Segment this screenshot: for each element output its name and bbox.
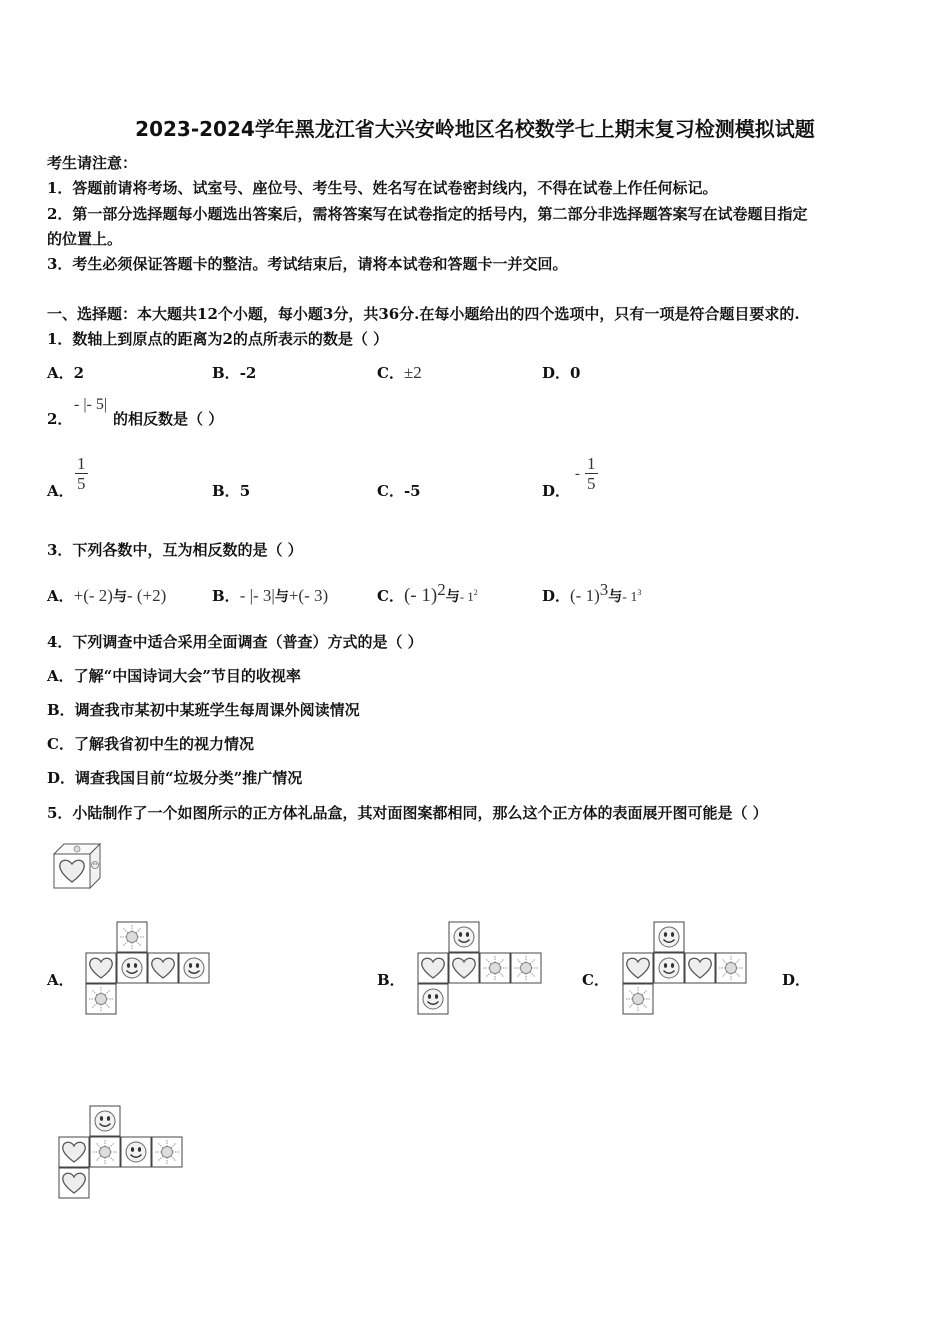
sun-icon [511, 953, 541, 983]
q2-expression: - |- 5| [74, 396, 108, 413]
sun-icon [623, 984, 653, 1014]
q4-option-d[interactable]: D．调查我国目前“垃圾分类”推广情况 [47, 769, 303, 787]
q3-option-d[interactable]: D．(- 1)$^3$与- $1^3$ [542, 580, 642, 605]
section-heading: 一、选择题：本大题共12个小题，每小题3分，共36分.在每小题给出的四个选项中，只有一项是符合题目要求的. [47, 305, 800, 323]
smile-icon [121, 1137, 151, 1167]
q5-option-a-label[interactable]: A． [47, 971, 74, 989]
q1-option-c[interactable]: C．±2 [377, 363, 422, 382]
gift-cube-illustration [50, 840, 106, 890]
notice-item-1: 1．答题前请将考场、试室号、座位号、考生号、姓名写在试卷密封线内，不得在试卷上作任何标记。 [47, 179, 718, 197]
smile-icon [117, 953, 147, 983]
q3-option-b[interactable]: B．- |- 3|与+(- 3) [212, 586, 329, 605]
sun-icon [90, 1137, 120, 1167]
q5-stem: 5．小陆制作了一个如图所示的正方体礼品盒，其对面图案都相同，那么这个正方体的表面展开图可能是（ ） [47, 804, 768, 822]
smile-icon [418, 984, 448, 1014]
heart-icon [59, 1137, 89, 1167]
q1-option-b[interactable]: B．-2 [212, 364, 257, 382]
q5-net-d[interactable] [58, 1105, 188, 1201]
q5-option-d-label[interactable]: D． [782, 971, 811, 989]
smile-icon [449, 922, 479, 952]
sun-icon [117, 922, 147, 952]
q2-option-a-label[interactable]: A． [47, 482, 74, 500]
q1-stem: 1．数轴上到原点的距离为2的点所表示的数是（ ） [47, 330, 389, 348]
q4-stem: 4．下列调查中适合采用全面调查（普查）方式的是（ ） [47, 633, 423, 651]
smile-icon [179, 953, 209, 983]
notice-heading: 考生请注意： [47, 154, 138, 172]
q2-number: 2． [47, 410, 73, 428]
sun-icon [480, 953, 510, 983]
q4-option-c[interactable]: C．了解我省初中生的视力情况 [47, 735, 254, 753]
heart-icon [685, 953, 715, 983]
q2-option-d-label[interactable]: D． [542, 482, 571, 500]
q3-option-c[interactable]: C．(- 1)$^2$与- $1^2$ [377, 580, 478, 606]
q5-option-b-label[interactable]: B． [377, 971, 405, 989]
heart-icon [59, 1168, 89, 1198]
q2-option-a-fraction: $\frac{1}{5}$ [77, 454, 86, 493]
q5-option-c-label[interactable]: C． [582, 971, 609, 989]
smile-icon [90, 1106, 120, 1136]
q1-option-d[interactable]: D．0 [542, 364, 581, 382]
notice-item-2-cont: 的位置上。 [47, 230, 123, 248]
q4-option-b[interactable]: B．调查我市某初中某班学生每周课外阅读情况 [47, 701, 360, 719]
heart-icon [449, 953, 479, 983]
q2-option-b[interactable]: B．5 [212, 482, 251, 500]
heart-icon [418, 953, 448, 983]
sun-icon [86, 984, 116, 1014]
q4-option-a[interactable]: A．了解“中国诗词大会”节目的收视率 [47, 667, 301, 685]
sun-icon [716, 953, 746, 983]
q5-net-b[interactable] [417, 921, 547, 1017]
q3-option-a[interactable]: A．+(- 2)与- (+2) [47, 586, 167, 605]
q3-stem: 3．下列各数中，互为相反数的是（ ） [47, 541, 303, 559]
q1-option-a[interactable]: A．2 [47, 364, 85, 382]
q5-net-a[interactable] [85, 921, 215, 1017]
smile-icon [654, 953, 684, 983]
notice-item-2: 2．第一部分选择题每小题选出答案后，需将答案写在试卷指定的括号内，第二部分非选择题答案写在试卷题目指定 [47, 205, 808, 223]
q2-option-d-sign: - [575, 466, 580, 482]
q2-option-d-fraction: $\frac{1}{5}$ [587, 454, 596, 493]
smile-icon [654, 922, 684, 952]
notice-item-3: 3．考生必须保证答题卡的整洁。考试结束后，请将本试卷和答题卡一并交回。 [47, 255, 568, 273]
page-title: 2023-2024学年黑龙江省大兴安岭地区名校数学七上期末复习检测模拟试题 [135, 117, 815, 141]
heart-icon [623, 953, 653, 983]
heart-icon [148, 953, 178, 983]
q2-option-c[interactable]: C．-5 [377, 482, 421, 500]
q5-net-c[interactable] [622, 921, 752, 1017]
q2-stem: 的相反数是（ ） [113, 410, 224, 428]
sun-icon [152, 1137, 182, 1167]
heart-icon [86, 953, 116, 983]
